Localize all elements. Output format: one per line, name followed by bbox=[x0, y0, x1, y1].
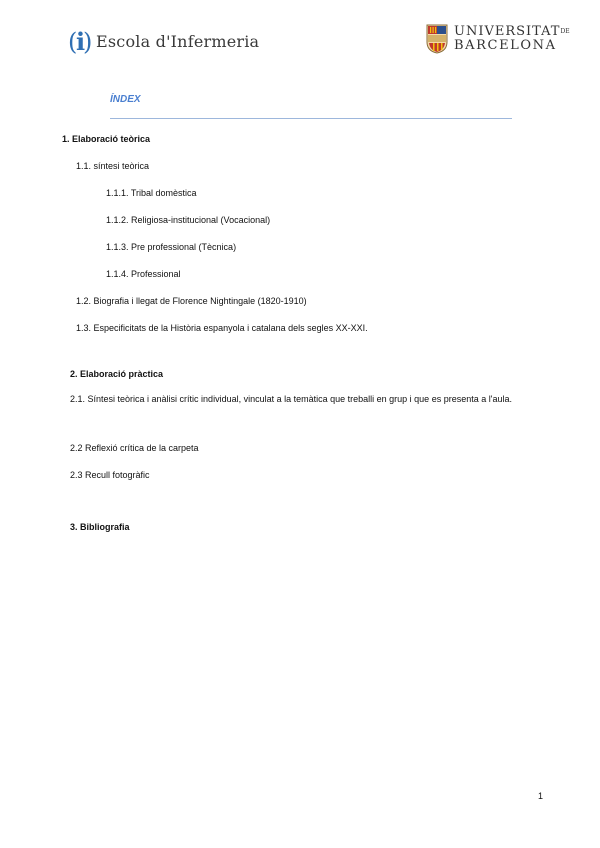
toc-item: 1.1.2. Religiosa-institucional (Vocacional) bbox=[106, 215, 271, 225]
page-number: 1 bbox=[538, 791, 544, 801]
escola-infermeria-logo bbox=[64, 26, 259, 56]
university-name-line1: UNIVERSITAT bbox=[454, 24, 561, 39]
toc-item: 1.1.3. Pre professional (Tècnica) bbox=[106, 242, 237, 252]
toc-item: 2.2 Reflexió crítica de la carpeta bbox=[70, 443, 199, 453]
index-title-rule bbox=[110, 118, 512, 119]
toc-item: 1.1.1. Tribal domèstica bbox=[106, 188, 197, 198]
toc-item: 2.3 Recull fotogràfic bbox=[70, 470, 150, 480]
university-name-line2: BARCELONA bbox=[454, 38, 557, 53]
toc-item: 1.3. Especificitats de la Història espanyola i catalana dels segles XX-XXI. bbox=[76, 323, 368, 333]
toc-item: 2. Elaboració pràctica bbox=[70, 369, 164, 379]
university-seal-icon bbox=[426, 24, 448, 54]
toc-item: 2.1. Síntesi teòrica i anàlisi crític individual, vinculat a la temàtica que treballi en grup i que es presenta a l'aula. bbox=[70, 394, 512, 404]
toc-item: 1.2. Biografia i llegat de Florence Nightingale (1820-1910) bbox=[76, 296, 307, 306]
universitat-barcelona-logo bbox=[426, 24, 570, 54]
toc-item: 1.1. síntesi teòrica bbox=[76, 161, 150, 171]
escola-logo-mark-icon: ( i ) bbox=[68, 27, 93, 56]
university-name-de: DE bbox=[560, 28, 570, 35]
toc-item: 1.1.4. Professional bbox=[106, 269, 181, 279]
toc-item: 1. Elaboració teòrica bbox=[62, 134, 151, 144]
toc-item: 3. Bibliografia bbox=[70, 522, 130, 532]
index-title: ÍNDEX bbox=[110, 94, 141, 105]
school-name: Escola d'Infermeria bbox=[96, 31, 260, 51]
